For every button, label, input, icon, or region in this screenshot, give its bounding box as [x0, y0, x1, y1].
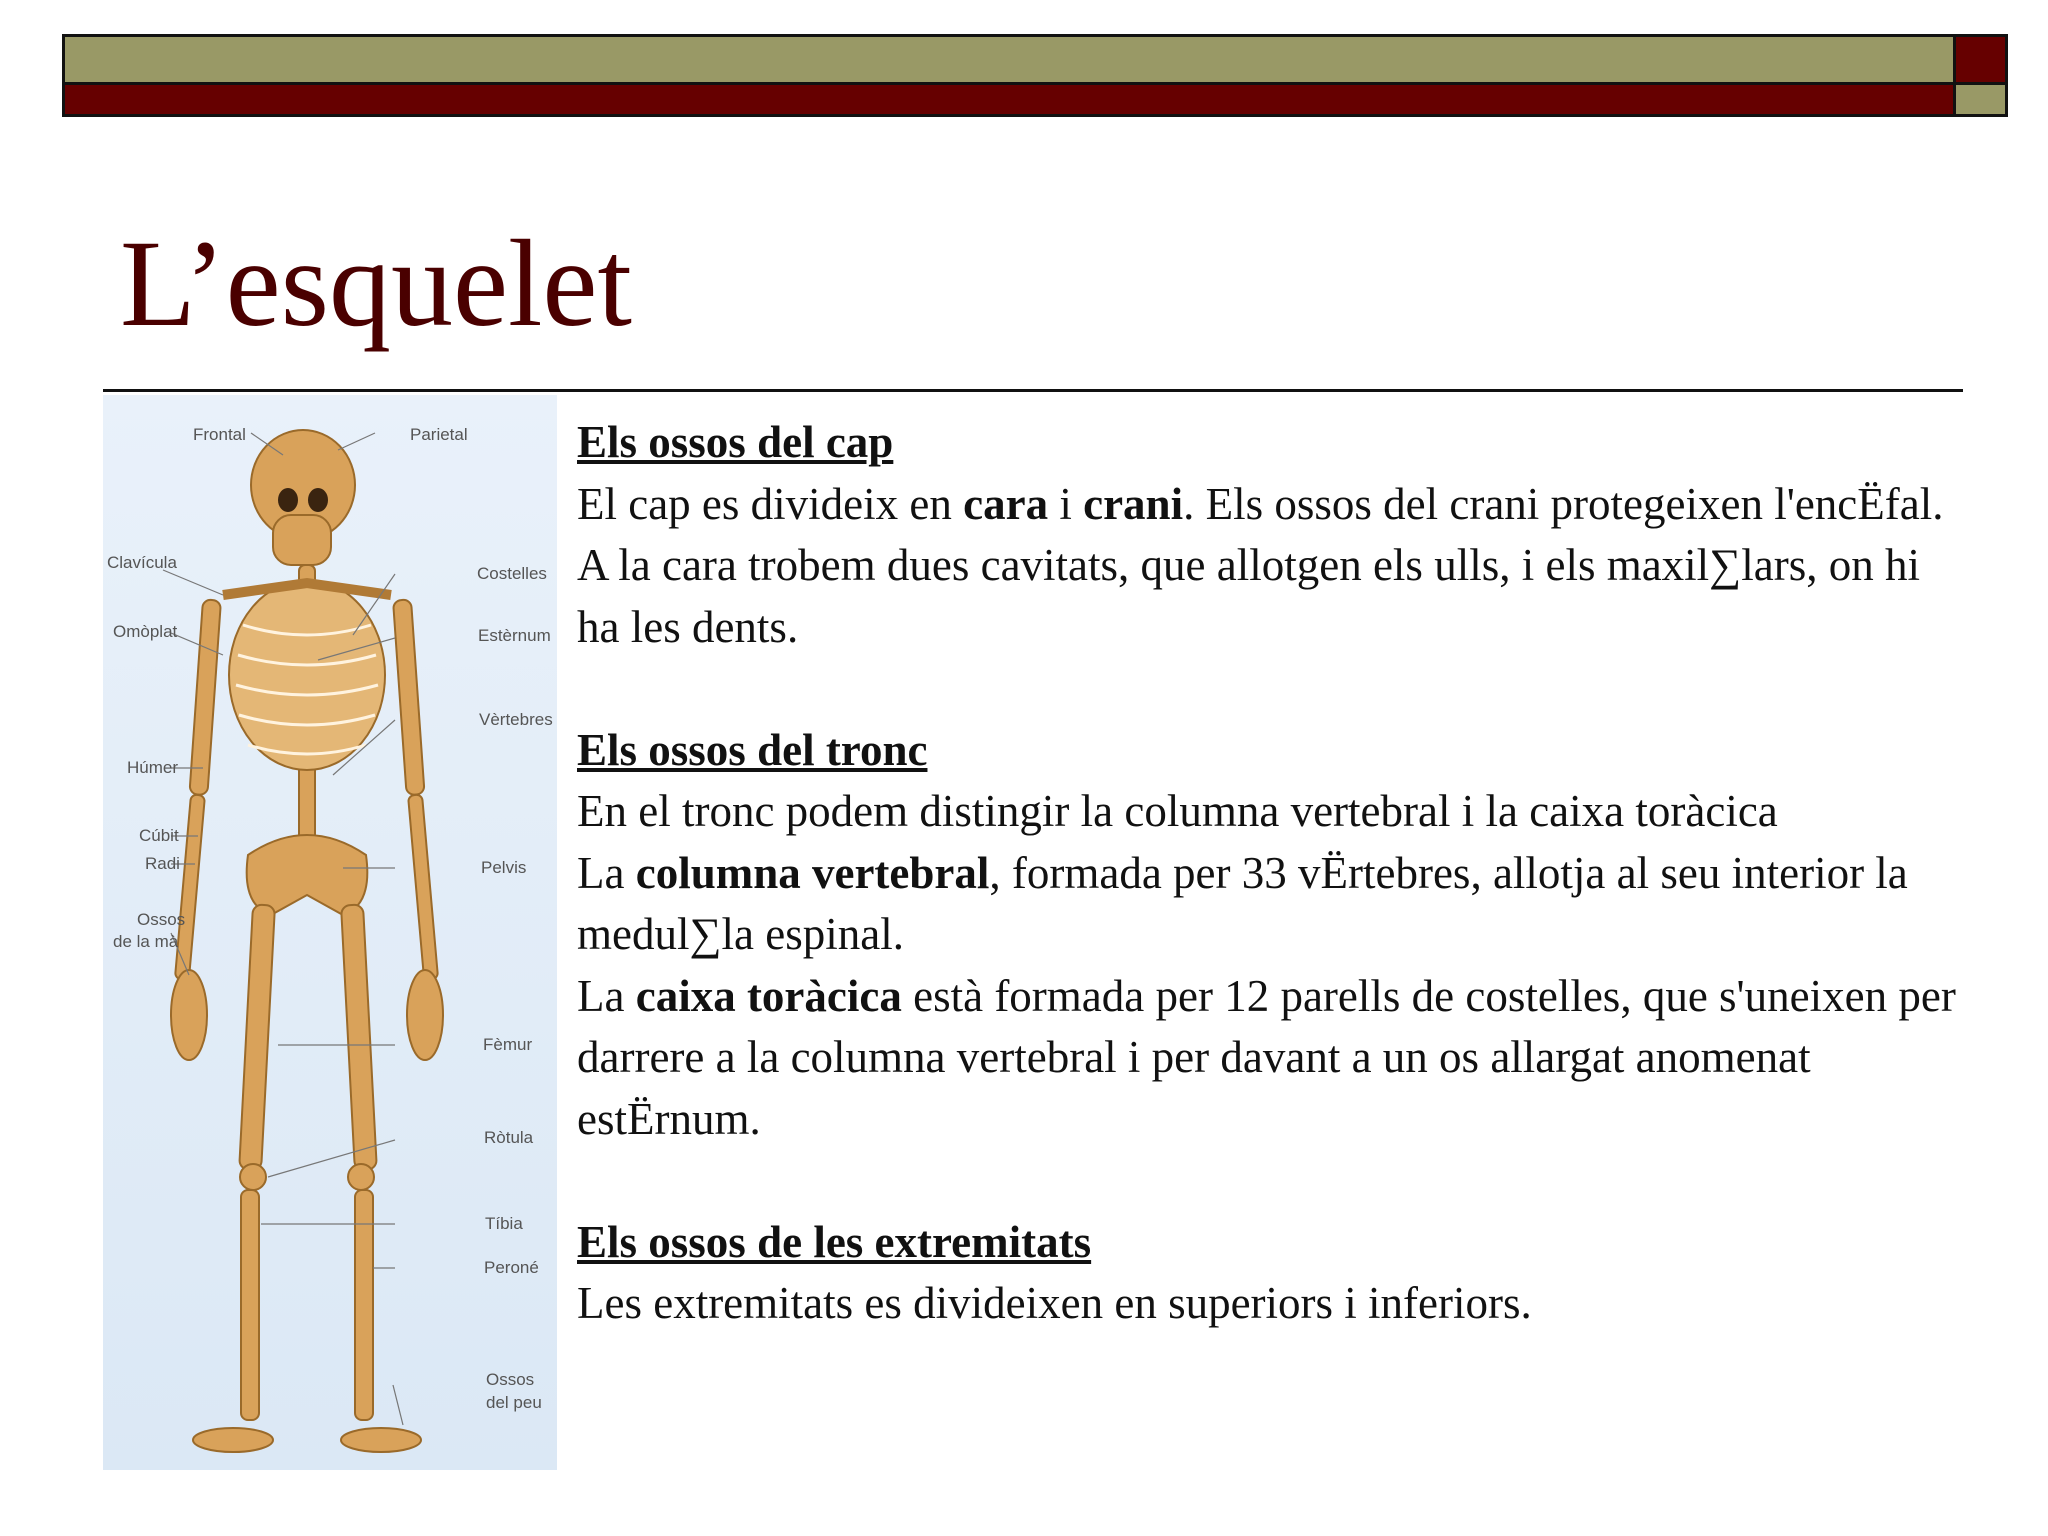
label-tibia: Tíbia — [485, 1214, 523, 1233]
label-ossos-ma-1: Ossos — [137, 910, 186, 929]
title-divider — [103, 389, 1963, 392]
right-foot-shape — [341, 1428, 421, 1452]
text-tronc-3c: està formada per 12 parells de costelles, que s'uneixen per darrere a la columna vertebral i per davant a un os allargat anomenat estËrnum. — [577, 970, 1956, 1144]
eye-socket-left — [278, 488, 298, 512]
label-omoplat: Omòplat — [113, 622, 178, 641]
jaw-shape — [273, 515, 331, 565]
label-esternum: Estèrnum — [478, 626, 551, 645]
heading-cap: Els ossos del cap — [577, 417, 894, 467]
right-femur-shape — [341, 904, 377, 1170]
label-vertebres: Vèrtebres — [479, 710, 553, 729]
bold-crani: crani — [1083, 478, 1184, 529]
text-tronc-2c: , formada per 33 vËrtebres, allotja al seu interior la medul∑la espinal. — [577, 847, 1908, 959]
header-corner-maroon — [1956, 34, 2008, 85]
skeleton-illustration — [103, 395, 557, 1470]
paragraph-cap — [577, 474, 1967, 659]
text-tronc-3a: La — [577, 970, 636, 1021]
spacer — [577, 658, 1967, 720]
label-ossos-peu-2: del peu — [486, 1393, 542, 1412]
right-kneecap-shape — [348, 1164, 374, 1190]
heading-extremitats: Els ossos de les extremitats — [577, 1216, 1092, 1267]
left-hand-shape — [171, 970, 207, 1060]
skeleton-figure — [103, 395, 557, 1470]
label-rotula: Ròtula — [484, 1128, 534, 1147]
label-costelles: Costelles — [477, 564, 547, 583]
header-corner-olive — [1956, 85, 2008, 117]
text-cap-1: El cap es divideix en — [577, 478, 964, 529]
right-humerus-shape — [393, 599, 425, 795]
header-bar-maroon — [62, 85, 1956, 117]
paragraph-extremitats: Les extremitats es divideixen en superiors i inferiors. — [577, 1278, 1532, 1328]
slide-content — [577, 412, 1967, 1335]
label-femur: Fèmur — [483, 1035, 533, 1054]
paragraph-tronc-2 — [577, 843, 1967, 966]
eye-socket-right — [308, 488, 328, 512]
label-frontal: Frontal — [193, 425, 246, 444]
slide-title: L’esquelet — [120, 215, 632, 352]
left-foot-shape — [193, 1428, 273, 1452]
heading-tronc: Els ossos del tronc — [577, 724, 928, 775]
bold-cara: cara — [963, 478, 1049, 529]
label-perone: Peroné — [484, 1258, 539, 1277]
label-ossos-peu-1: Ossos — [486, 1370, 535, 1389]
bold-columna-vertebral: columna vertebral — [635, 847, 990, 898]
right-hand-shape — [407, 970, 443, 1060]
label-ossos-ma-2: de la mà — [113, 932, 179, 951]
spacer — [577, 1150, 1967, 1212]
label-pelvis: Pelvis — [481, 858, 527, 877]
left-femur-shape — [239, 904, 275, 1170]
header-bar-olive — [62, 34, 1956, 85]
bold-caixa-toracica: caixa toràcica — [635, 970, 902, 1021]
right-forearm-shape — [408, 794, 438, 980]
label-clavicula: Clavícula — [107, 553, 177, 572]
label-radi: Radi — [145, 854, 180, 873]
paragraph-tronc-3 — [577, 966, 1967, 1151]
text-tronc-2a: La — [577, 847, 636, 898]
label-parietal: Parietal — [410, 425, 468, 444]
label-cubit: Cúbit — [139, 826, 179, 845]
left-tibia-shape — [241, 1190, 259, 1420]
pelvis-shape — [247, 835, 368, 915]
paragraph-tronc-1: En el tronc podem distingir la columna vertebral i la caixa toràcica — [577, 786, 1778, 836]
ribcage-shape — [229, 580, 385, 770]
label-humer: Húmer — [127, 758, 179, 777]
text-cap-3: . Els ossos del crani protegeixen l'encËfal. A la cara trobem dues cavitats, que allotgen els ulls, i els maxil∑lars, on hi ha les dents. — [577, 478, 1944, 652]
left-kneecap-shape — [240, 1164, 266, 1190]
left-humerus-shape — [189, 599, 221, 795]
text-cap-2: i — [1048, 478, 1084, 529]
